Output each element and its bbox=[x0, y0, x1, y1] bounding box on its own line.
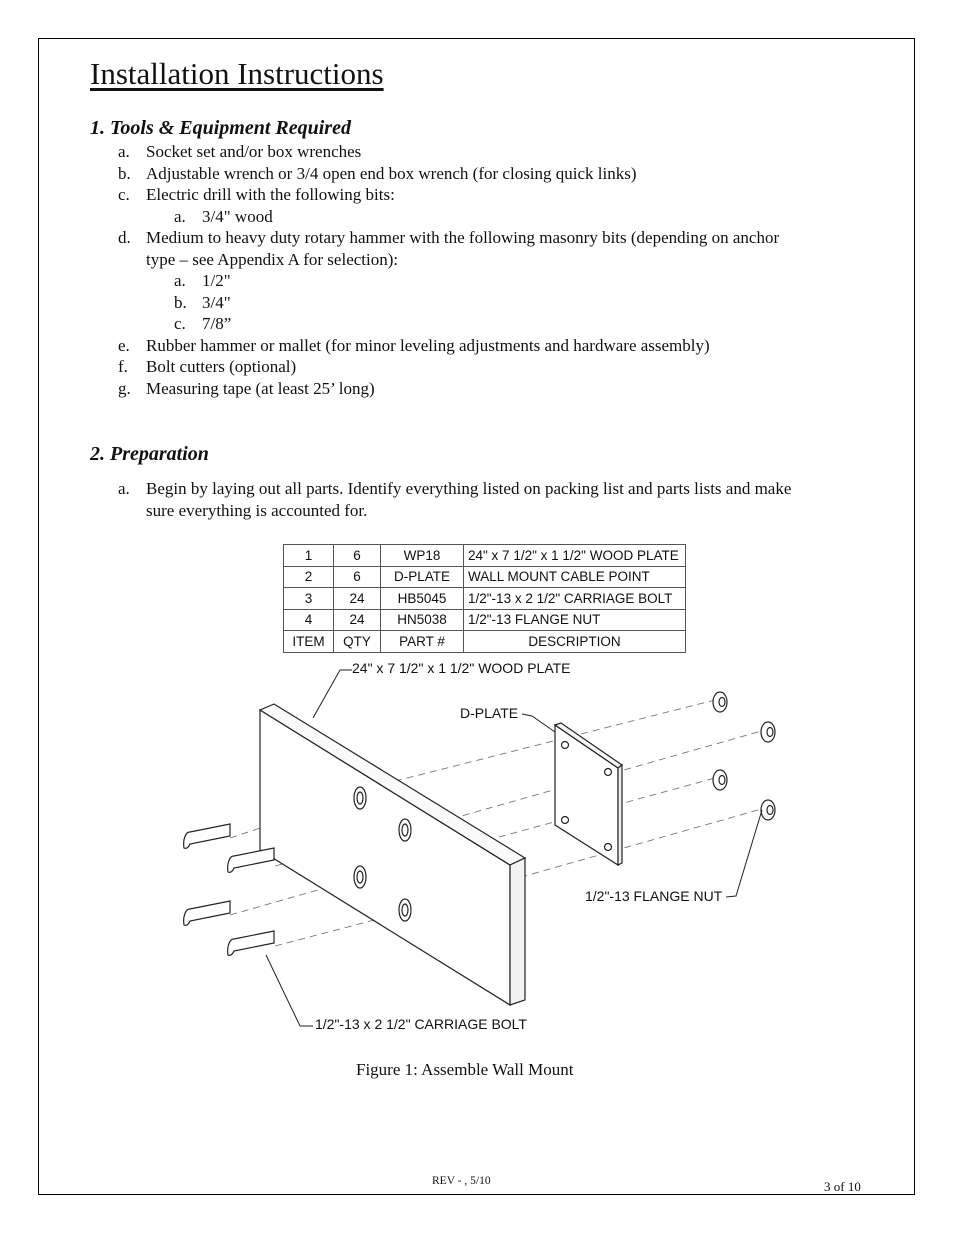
wood-plate bbox=[260, 704, 525, 1005]
table-row bbox=[284, 566, 686, 588]
table-row bbox=[284, 588, 686, 610]
table-header-cell: ITEM bbox=[284, 631, 334, 653]
table-cell: 24 bbox=[334, 588, 381, 610]
table-cell: 1/2"-13 FLANGE NUT bbox=[464, 609, 686, 631]
table-cell: WP18 bbox=[381, 545, 464, 567]
table-cell: 6 bbox=[334, 545, 381, 567]
flange-nut-label: 1/2"-13 FLANGE NUT bbox=[585, 888, 723, 904]
carriage-bolt-label: 1/2"-13 x 2 1/2" CARRIAGE BOLT bbox=[315, 1016, 527, 1032]
table-cell: 24 bbox=[334, 609, 381, 631]
section-heading-preparation: 2. Preparation bbox=[90, 443, 209, 465]
table-header-cell: DESCRIPTION bbox=[464, 631, 686, 653]
table-cell: 3 bbox=[284, 588, 334, 610]
page-number: 3 of 10 bbox=[824, 1179, 861, 1194]
table-row bbox=[284, 609, 686, 631]
table-header-row bbox=[284, 631, 686, 653]
table-cell: HB5045 bbox=[381, 588, 464, 610]
flange-nut-icon bbox=[713, 692, 775, 820]
d-plate-label: D-PLATE bbox=[460, 705, 519, 721]
table-cell: 1/2"-13 x 2 1/2" CARRIAGE BOLT bbox=[464, 588, 686, 610]
table-cell: 4 bbox=[284, 609, 334, 631]
wood-plate-label: 24" x 7 1/2" x 1 1/2" WOOD PLATE bbox=[352, 660, 571, 676]
table-cell: WALL MOUNT CABLE POINT bbox=[464, 566, 686, 588]
table-cell: 2 bbox=[284, 566, 334, 588]
table-cell: HN5038 bbox=[381, 609, 464, 631]
table-header-cell: PART # bbox=[381, 631, 464, 653]
table-cell: 24" x 7 1/2" x 1 1/2" WOOD PLATE bbox=[464, 545, 686, 567]
table-cell: D-PLATE bbox=[381, 566, 464, 588]
parts-table bbox=[283, 544, 686, 653]
table-cell: 6 bbox=[334, 566, 381, 588]
d-plate bbox=[555, 723, 622, 865]
table-row bbox=[284, 545, 686, 567]
figure-caption: Figure 1: Assemble Wall Mount bbox=[356, 1060, 574, 1079]
section-heading-tools: 1. Tools & Equipment Required bbox=[90, 117, 351, 139]
table-cell: 1 bbox=[284, 545, 334, 567]
page-title: Installation Instructions bbox=[90, 56, 384, 91]
revision-note: REV - , 5/10 bbox=[432, 1175, 491, 1187]
table-header-cell: QTY bbox=[334, 631, 381, 653]
